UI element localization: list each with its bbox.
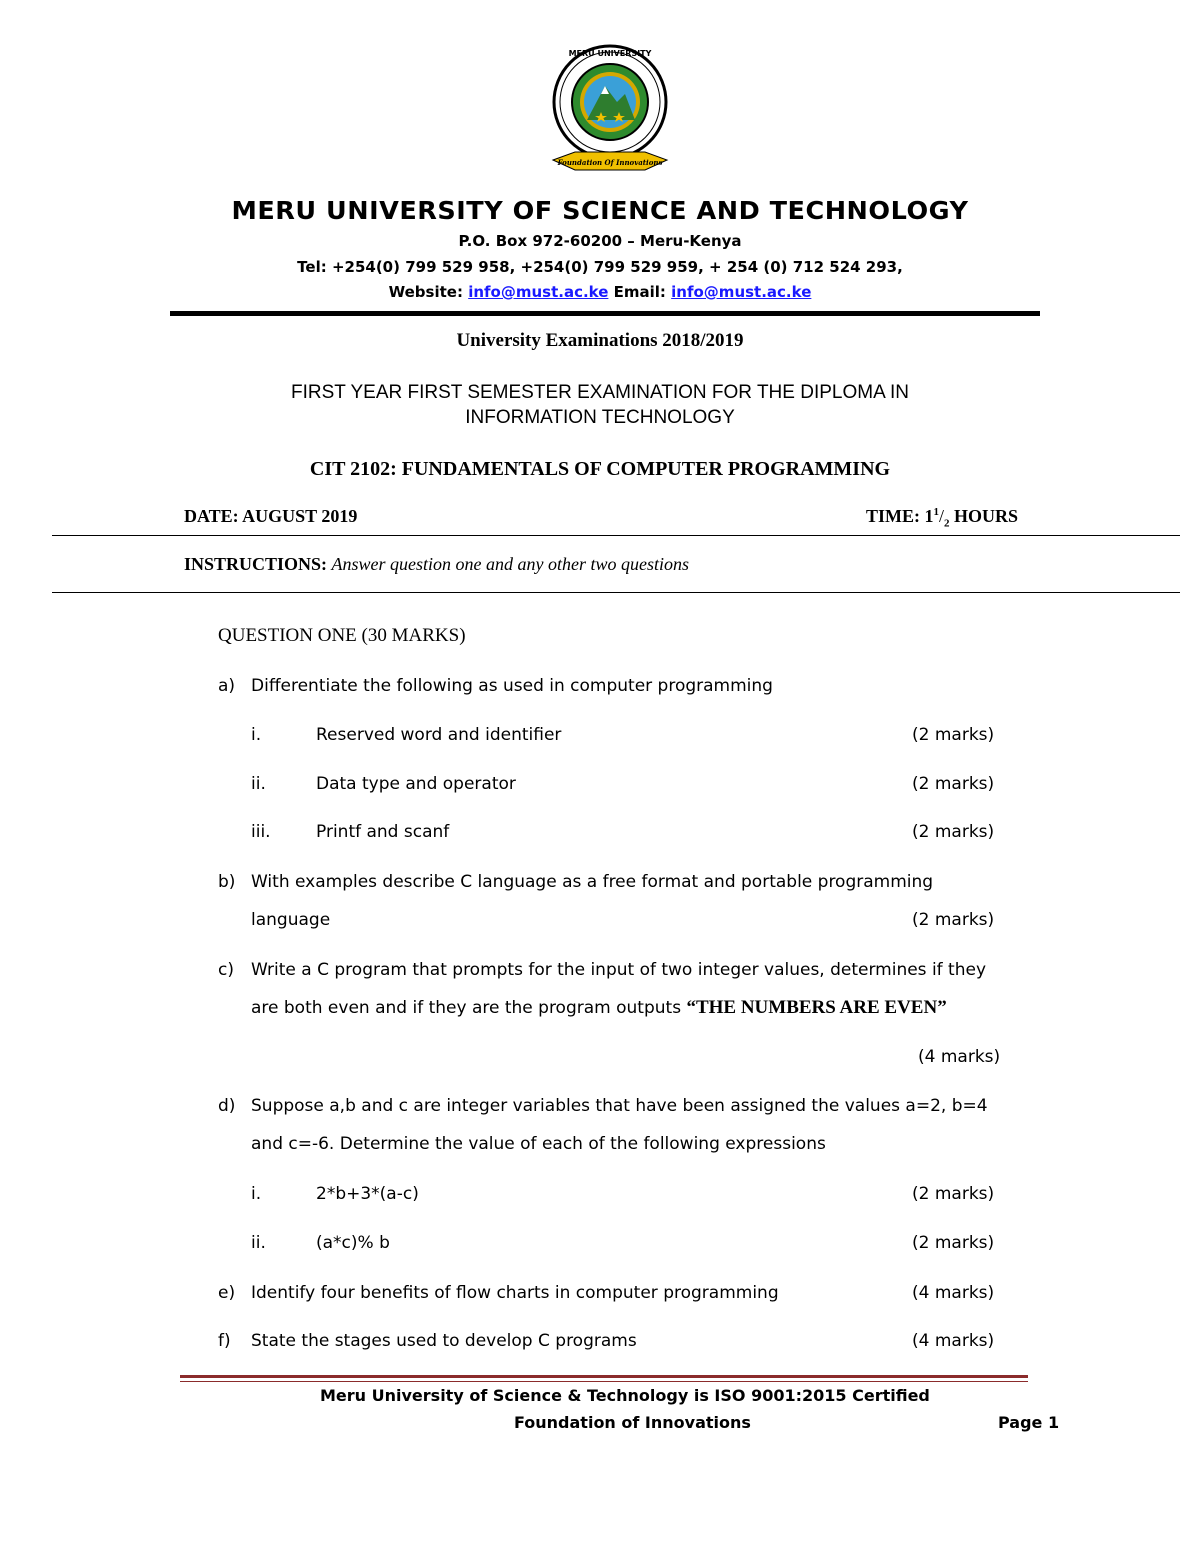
university-name: MERU UNIVERSITY OF SCIENCE AND TECHNOLOGY — [231, 196, 969, 225]
q-d-label: d) — [218, 1096, 236, 1116]
q-a-i-marks: (2 marks) — [912, 725, 995, 745]
exam-title-line2: INFORMATION TECHNOLOGY — [465, 407, 735, 428]
q-d-ii-marks: (2 marks) — [912, 1233, 995, 1253]
telephone: Tel: +254(0) 799 529 958, +254(0) 799 529 959, + 254 (0) 712 524 293, — [297, 258, 903, 276]
q-b-line1: With examples describe C language as a free format and portable programming — [251, 872, 934, 892]
instructions-text: Answer question one and any other two questions — [331, 554, 690, 574]
q-c-label: c) — [218, 960, 234, 980]
footer-tagline: Foundation of Innovations — [514, 1413, 751, 1432]
q-d-ii-text: (a*c)% b — [316, 1233, 390, 1253]
q-a-iii-num: iii. — [251, 822, 271, 842]
q-b-marks: (2 marks) — [912, 910, 995, 930]
question-title: QUESTION ONE (30 MARKS) — [218, 625, 466, 646]
email-link[interactable]: info@must.ac.ke — [671, 283, 812, 301]
exam-year: University Examinations 2018/2019 — [456, 330, 744, 351]
website-label: Website: — [388, 283, 463, 301]
university-logo — [545, 42, 675, 190]
q-c-line2 — [251, 997, 947, 1019]
exam-time: TIME: $1^1/_2$ HOURS — [865, 506, 1018, 530]
time-prefix: TIME: 1 — [865, 506, 934, 526]
email-label: Email: — [613, 283, 666, 301]
q-f-label: f) — [218, 1331, 231, 1351]
instructions — [184, 554, 689, 575]
q-f-marks: (4 marks) — [912, 1331, 995, 1351]
q-b-label: b) — [218, 872, 236, 892]
q-d-line2: and c=-6. Determine the value of each of the following expressions — [251, 1134, 826, 1154]
q-d-line1: Suppose a,b and c are integer variables that have been assigned the values a=2, b=4 — [251, 1096, 988, 1116]
q-a-ii-num: ii. — [251, 774, 266, 794]
q-a-ii-text: Data type and operator — [316, 774, 516, 794]
course-title: CIT 2102: FUNDAMENTALS OF COMPUTER PROGRAMMING — [309, 458, 891, 480]
q-d-i-num: i. — [251, 1184, 262, 1204]
q-e-text: Identify four benefits of flow charts in computer programming — [251, 1283, 779, 1303]
q-d-i-marks: (2 marks) — [912, 1184, 995, 1204]
q-b-line2: language — [251, 910, 331, 930]
svg-text:MERU UNIVERSITY: MERU UNIVERSITY — [568, 49, 652, 58]
q-e-marks: (4 marks) — [912, 1283, 995, 1303]
page-number: Page 1 — [998, 1413, 1060, 1432]
q-a-ii-marks: (2 marks) — [912, 774, 995, 794]
exam-title — [0, 380, 1200, 430]
logo-ribbon-text: Foundation Of Innovations — [557, 158, 663, 167]
q-c-quote: “THE NUMBERS ARE EVEN” — [686, 997, 947, 1018]
website-link[interactable]: info@must.ac.ke — [468, 283, 609, 301]
divider-bottom — [52, 592, 1180, 593]
q-e-label: e) — [218, 1283, 236, 1303]
q-c-marks: (4 marks) — [918, 1047, 1001, 1067]
q-d-i-text: 2*b+3*(a-c) — [316, 1184, 419, 1204]
q-f-text: State the stages used to develop C programs — [251, 1331, 637, 1351]
exam-title-line1: FIRST YEAR FIRST SEMESTER EXAMINATION FOR THE DIPLOMA IN — [291, 382, 909, 403]
footer-rule-thin — [180, 1381, 1028, 1382]
q-a-iii-text: Printf and scanf — [316, 822, 450, 842]
time-sup: 1 — [933, 506, 939, 518]
q-c-line2-text: are both even and if they are the program outputs — [251, 998, 687, 1018]
q-d-ii-num: ii. — [251, 1233, 266, 1253]
footer-certified: Meru University of Science & Technology is ISO 9001:2015 Certified — [320, 1386, 930, 1405]
q-a-i-num: i. — [251, 725, 262, 745]
time-sub: 2 — [943, 517, 950, 530]
q-c-line1: Write a C program that prompts for the input of two integer values, determines if they — [251, 960, 987, 980]
po-box: P.O. Box 972-60200 – Meru-Kenya — [458, 232, 742, 250]
q-a-label: a) — [218, 676, 236, 696]
q-a-text: Differentiate the following as used in computer programming — [251, 676, 773, 696]
time-suffix: HOURS — [949, 506, 1018, 526]
footer-rule-thick — [180, 1375, 1028, 1378]
instructions-label: INSTRUCTIONS: — [184, 554, 328, 574]
header-divider — [170, 311, 1040, 316]
q-a-i-text: Reserved word and identifier — [316, 725, 562, 745]
q-a-iii-marks: (2 marks) — [912, 822, 995, 842]
divider-top — [52, 535, 1180, 536]
exam-date: DATE: AUGUST 2019 — [184, 506, 358, 526]
web-email-line — [0, 283, 1200, 301]
